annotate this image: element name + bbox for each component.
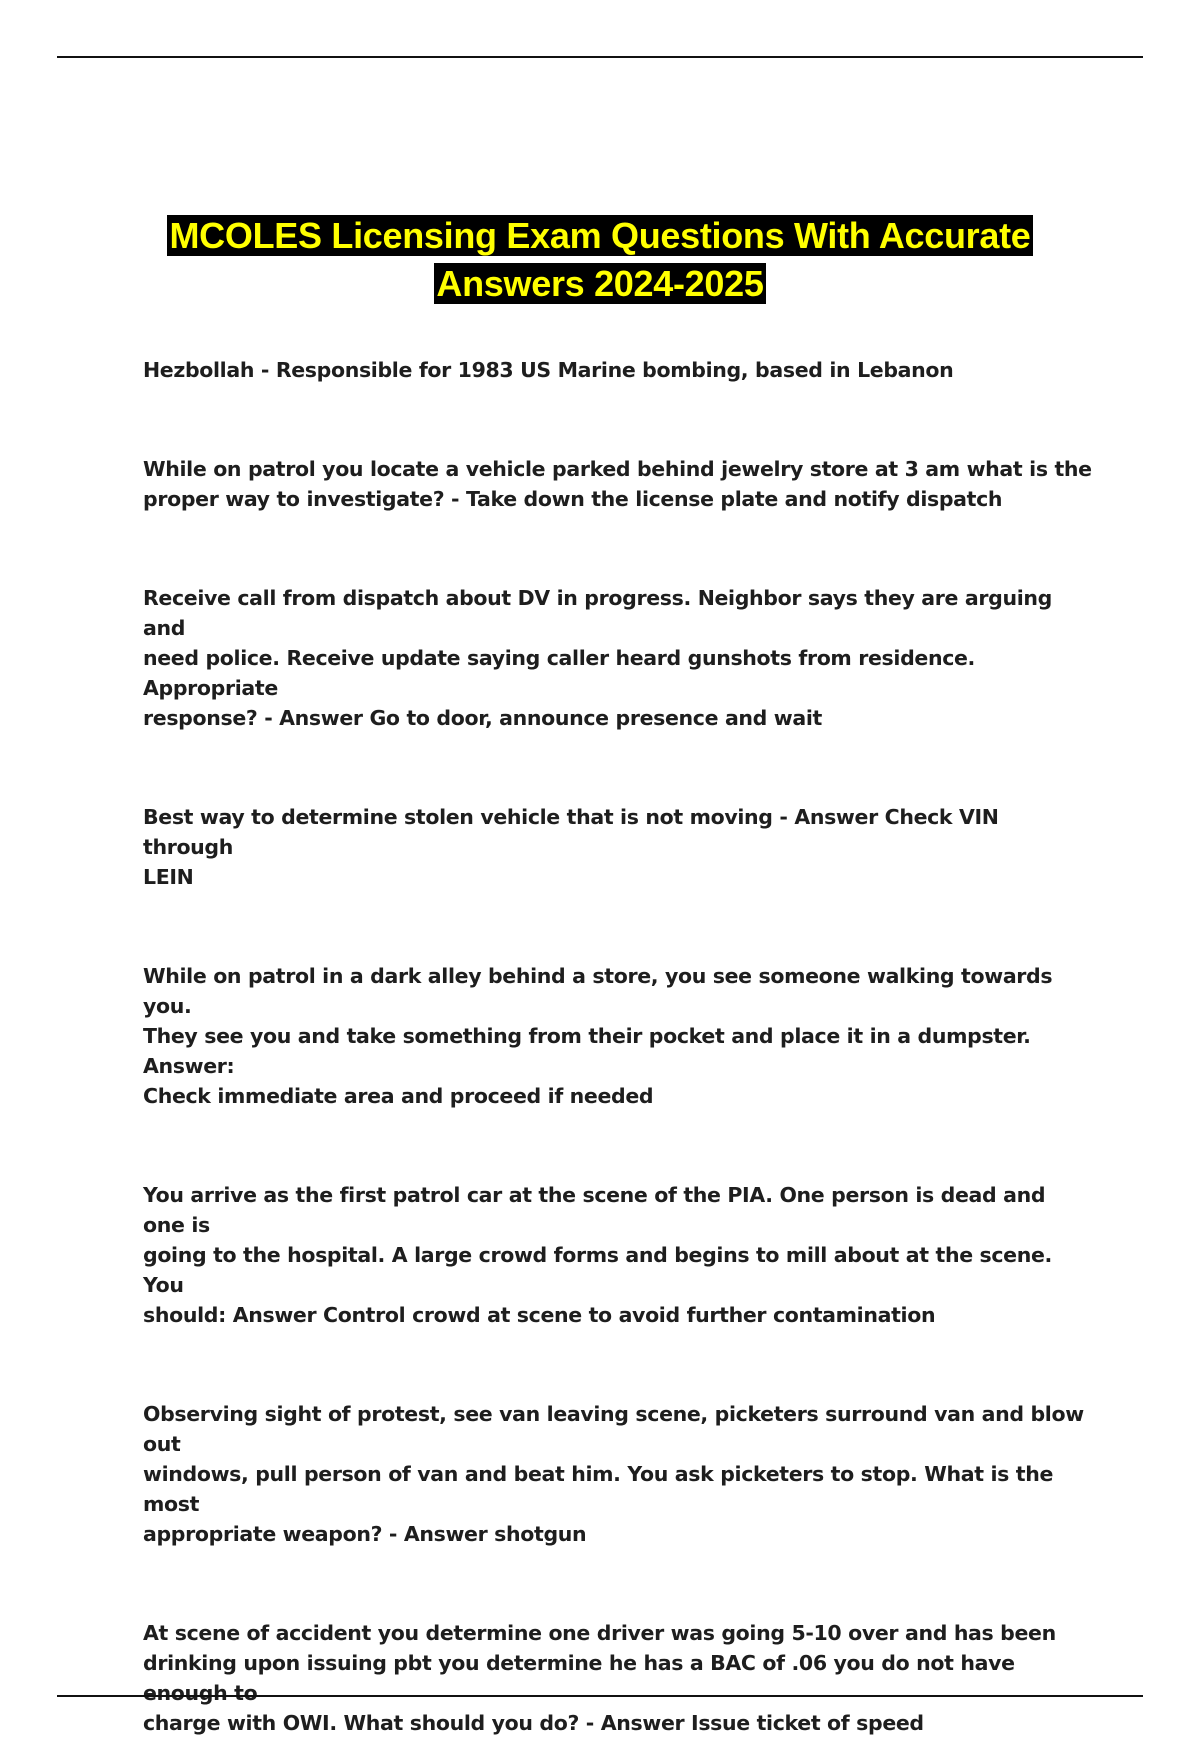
qa-entry-6: You arrive as the first patrol car at the scene of the PIA. One person is dead and one is going to the hospital. A large crowd forms and begins to mill about at the scene. You should: Answer Control crowd at scene to avoid further contamination xyxy=(143,1183,1052,1327)
document-title xyxy=(0,212,1200,308)
title-line-1: MCOLES Licensing Exam Questions With Accurate xyxy=(169,215,1031,257)
qa-entry-5: While on patrol in a dark alley behind a store, you see someone walking towards you. They see you and take something from their pocket and place it in a dumpster. Answer: Check immediate area and proceed if needed xyxy=(143,964,1053,1108)
qa-list xyxy=(143,355,1093,1738)
footer-rule xyxy=(57,1695,1143,1697)
qa-entry-7: Observing sight of protest, see van leaving scene, picketers surround van and blow out windows, pull person of van and beat him. You ask picketers to stop. What is the most appropriate weapon? - Answer shotgun xyxy=(143,1402,1084,1546)
title-line-2: Answers 2024-2025 xyxy=(436,263,764,305)
qa-entry-4: Best way to determine stolen vehicle that is not moving - Answer Check VIN through LEIN xyxy=(143,805,999,889)
qa-entry-1: Hezbollah - Responsible for 1983 US Marine bombing, based in Lebanon xyxy=(143,358,954,382)
qa-entry-8: At scene of accident you determine one driver was going 5-10 over and has been drinking upon issuing pbt you determine he has a BAC of .06 you do not have enough to charge with OWI. What should you do? - Answer Issue ticket of speed xyxy=(143,1621,1056,1735)
header-rule xyxy=(57,56,1143,58)
qa-entry-3: Receive call from dispatch about DV in progress. Neighbor says they are arguing and need police. Receive update saying caller heard gunshots from residence. Appropriate response? - Answer Go to door, announce presence and wait xyxy=(143,586,1052,730)
qa-entry-2: While on patrol you locate a vehicle parked behind jewelry store at 3 am what is the proper way to investigate? - Take down the license plate and notify dispatch xyxy=(143,457,1092,511)
